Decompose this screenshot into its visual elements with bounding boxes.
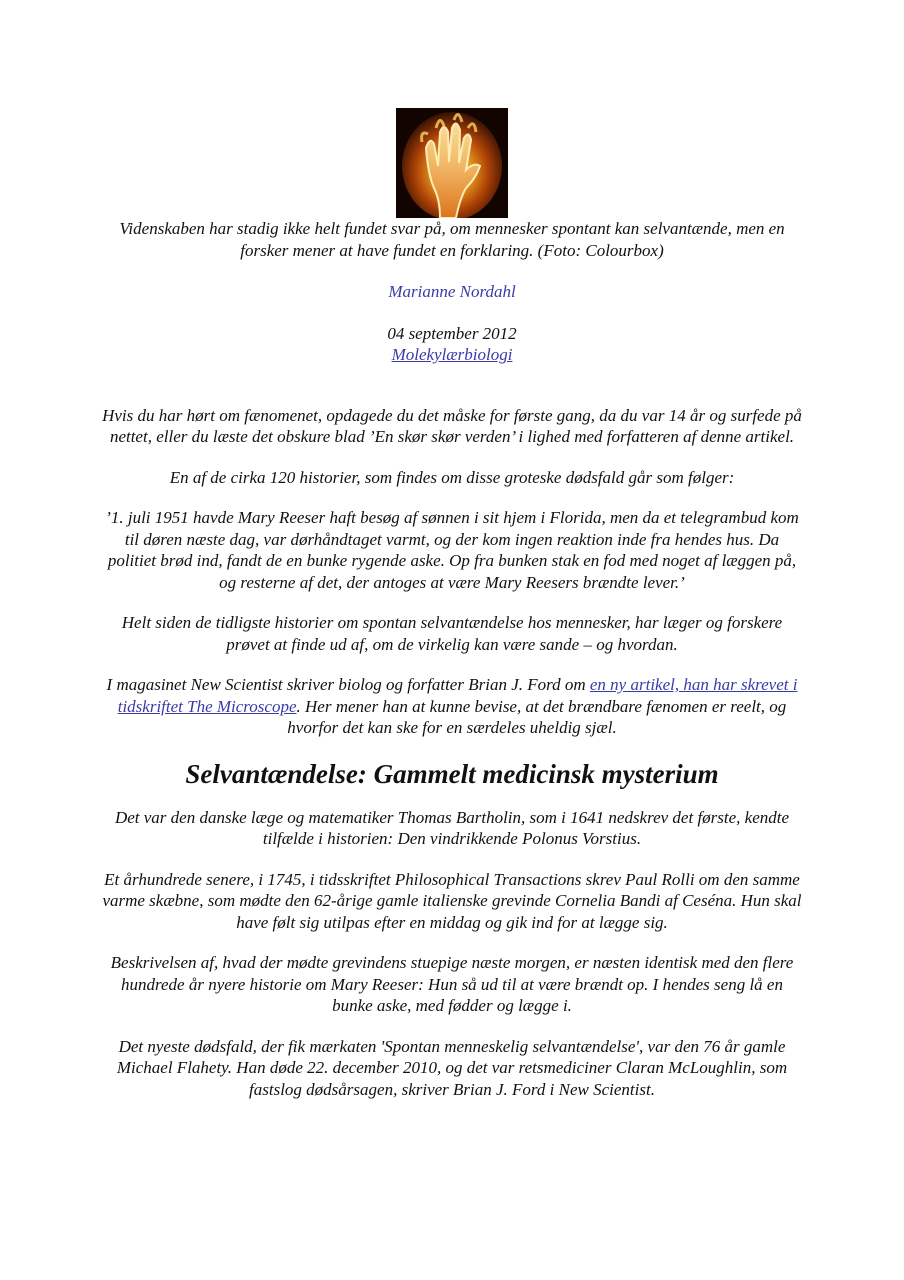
category-link[interactable]: Molekylærbiologi [391,345,513,364]
meta-block [100,323,804,366]
paragraph: Det var den danske læge og matematiker Thomas Bartholin, som i 1641 nedskrev det første, kendte tilfælde i historien: Den vindrikkende Polonus Vorstius. [114,807,790,848]
paragraph: Hvis du har hørt om fænomenet, opdagede du det måske for første gang, da du var 14 år og surfede på nettet, eller du læste det obskure blad ’En skør skør verden’ i lighed med forfatteren af denne artikel. [102,405,802,446]
paragraph-text-after: . Her mener han at kunne bevise, at det brændbare fænomen er reelt, og hvorfor det kan ske for en særdeles uheldig sjæl. [287,696,787,737]
paragraph: Beskrivelsen af, hvad der mødte grevindens stuepige næste morgen, er næsten identisk med den flere hundrede år nyere historie om Mary Reeser: Hun så ud til at være brændt op. I hendes seng lå en bunke aske, med fødder og lægge i. [110,953,794,1015]
paragraph: En af de cirka 120 historier, som findes om disse groteske dødsfald går som følger: [169,467,735,487]
quote-paragraph: ’1. juli 1951 havde Mary Reeser haft besøg af sønnen i sit hjem i Florida, men da et telegrambud kom til døren næste dag, var dørhåndtaget varmt, og der kom ingen reaktion inde fra hendes hus. Da politiet brød ind, fandt de en bunke rygende aske. Op fra bunken stak en fod med noget af læggen på, og resterne af det, der antoges at være Mary Reesers brændte lever.’ [105,508,799,592]
article [100,108,804,1100]
publish-date: 04 september 2012 [387,323,517,343]
photo-caption: Videnskaben har stadig ikke helt fundet svar på, om mennesker spontant kan selvantænde, men en forsker mener at have fundet en forklaring. (Foto: Colourbox) [119,219,785,260]
paragraph-with-link [100,674,804,739]
section-heading: Selvantændelse: Gammelt medicinsk mysterium [185,758,719,789]
burning-hand-photo [396,108,508,218]
paragraph-text-before: I magasinet New Scientist skriver biolog og forfatter Brian J. Ford om [106,675,590,694]
paragraph: Helt siden de tidligste historier om spontan selvantændelse hos mennesker, har læger og forskere prøvet at finde ud af, om de virkelig kan være sande – og hvordan. [121,613,783,654]
paragraph: Et århundrede senere, i 1745, i tidsskriftet Philosophical Transactions skrev Paul Rolli om den samme varme skæbne, som mødte den 62-årige gamle italienske grevinde Cornelia Bandi af Ceséna. Hun skal have følt sig utilpas efter en middag og gik ind for at lægge sig. [102,869,802,932]
author-link[interactable]: Marianne Nordahl [388,282,516,301]
paragraph: Det nyeste dødsfald, der fik mærkaten 'Spontan menneskelig selvantændelse', var den 76 år gamle Michael Flahety. Han døde 22. december 2010, og det var retsmediciner Claran McLoughlin, som fastslog dødsårsagen, skriver Brian J. Ford i New Scientist. [116,1036,788,1099]
article-link[interactable]: en ny artikel, han har skrevet i tidskriftet The Microscope [117,675,798,716]
